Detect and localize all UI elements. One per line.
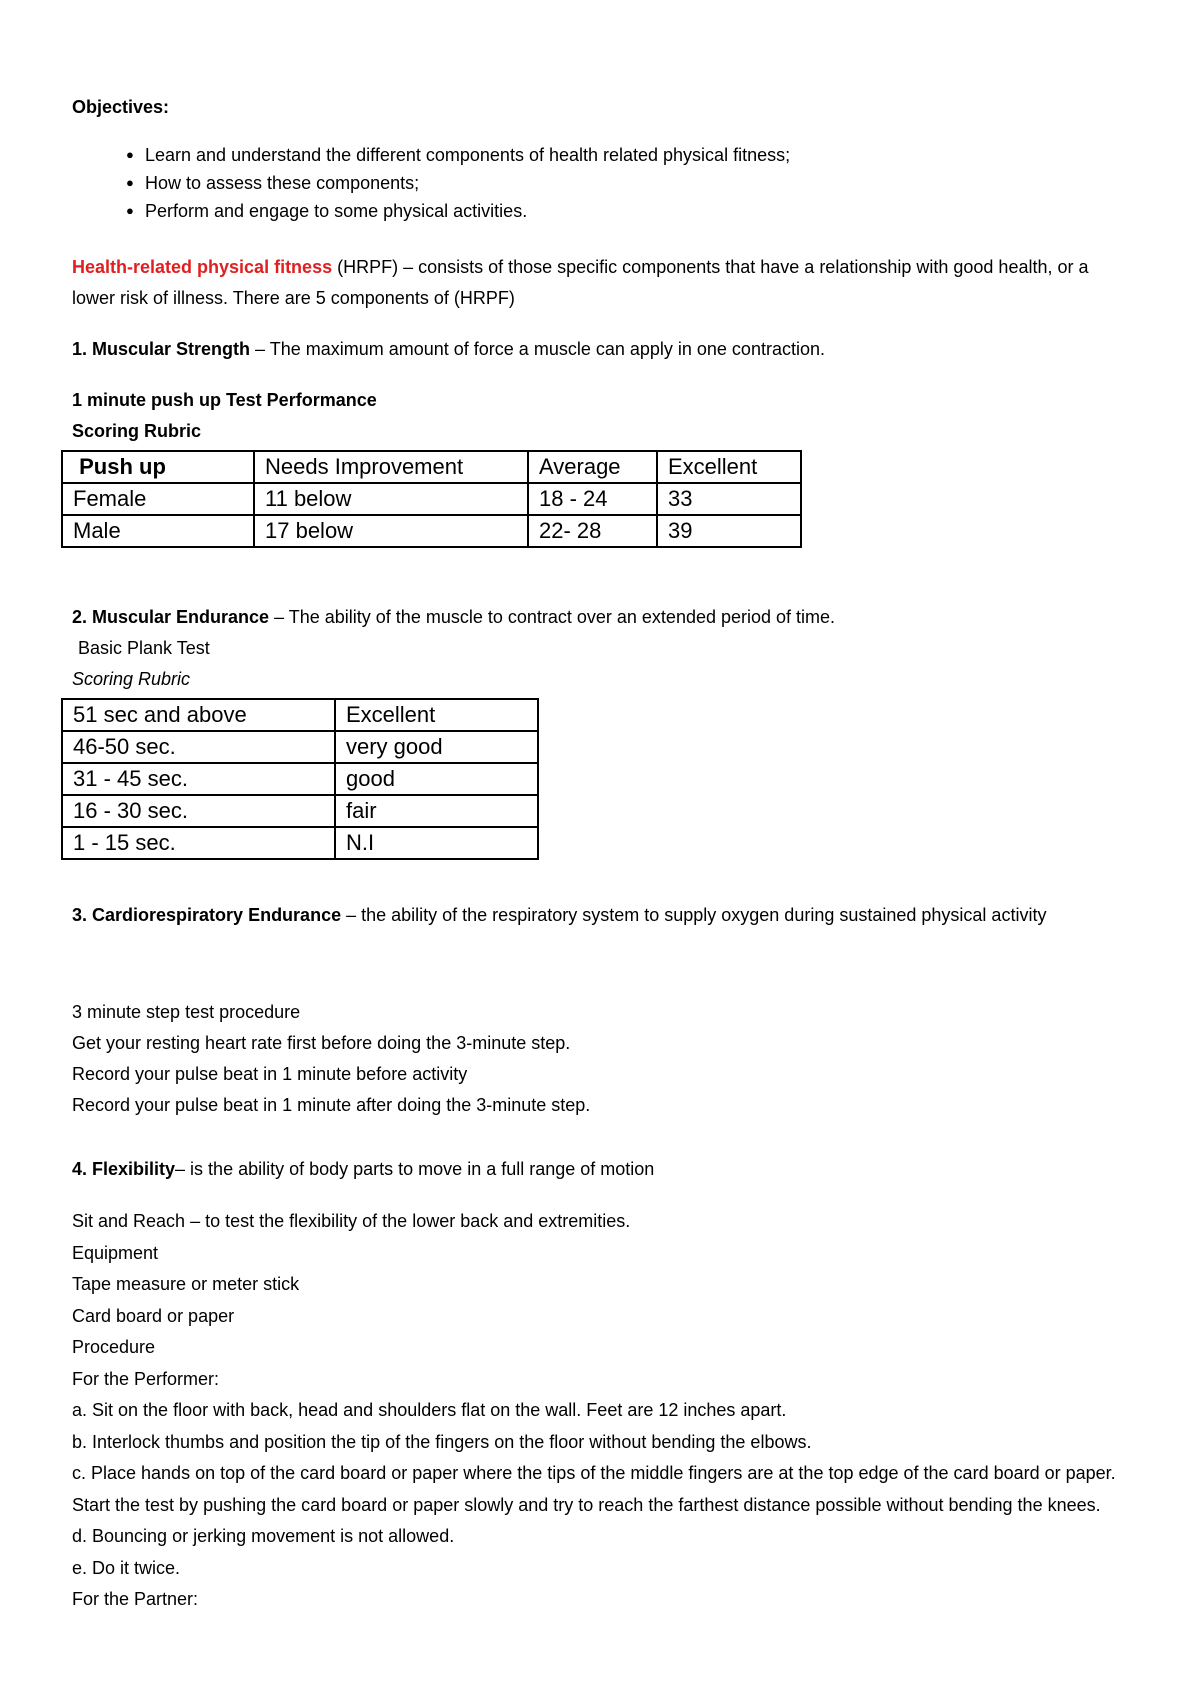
flex-line: Procedure — [72, 1337, 156, 1357]
table-cell: 17 below — [254, 515, 528, 547]
flex-line: c. Place hands on top of the card board or paper where the tips of the middle fingers are at the top edge of the card board or paper. Start the test by pushing the card board or paper slowly and try to reach the farthest distance possible without bending the knees. — [72, 1463, 1116, 1515]
cardio-definition: 3. Cardiorespiratory Endurance – the ability of the respiratory system to supply oxygen during sustained physical activity — [72, 905, 1047, 925]
table-cell: 18 - 24 — [528, 483, 657, 515]
table-cell: 31 - 45 sec. — [62, 763, 335, 795]
procedure-line: Get your resting heart rate first before doing the 3-minute step. — [72, 1033, 571, 1053]
flexibility-definition: 4. Flexibility– is the ability of body parts to move in a full range of motion — [72, 1159, 655, 1179]
bullet-icon: ● — [126, 147, 134, 162]
step-test-procedure — [72, 997, 590, 1121]
table-header-row — [62, 451, 801, 483]
table-header-cell: Average — [528, 451, 657, 483]
objective-item: ● Perform and engage to some physical activities. — [72, 197, 790, 225]
table-cell: 33 — [657, 483, 801, 515]
plank-test-title: Basic Plank Test — [78, 638, 210, 658]
objective-item: ● How to assess these components; — [72, 169, 790, 197]
table-row — [62, 483, 801, 515]
table-row — [62, 731, 538, 763]
flex-line: Tape measure or meter stick — [72, 1274, 300, 1294]
table-cell: Female — [62, 483, 254, 515]
pushup-rubric-table — [61, 450, 802, 548]
plank-rubric-table — [61, 698, 539, 860]
table-row — [62, 699, 538, 731]
table-row — [62, 795, 538, 827]
table-cell: 11 below — [254, 483, 528, 515]
flex-line: Sit and Reach – to test the flexibility of the lower back and extremities. — [72, 1211, 631, 1231]
table-cell: good — [335, 763, 538, 795]
table-row — [62, 763, 538, 795]
flex-line: For the Performer: — [72, 1368, 220, 1389]
table-cell: 46-50 sec. — [62, 731, 335, 763]
flex-line: For the Partner: — [72, 1589, 199, 1609]
table-header-cell: Push up — [62, 451, 254, 483]
table-cell: 51 sec and above — [62, 699, 335, 731]
sit-and-reach-section — [72, 1206, 1132, 1616]
procedure-line: Record your pulse beat in 1 minute after doing the 3-minute step. — [72, 1095, 591, 1115]
flex-line: a. Sit on the floor with back, head and shoulders flat on the wall. Feet are 12 inches apart. — [72, 1400, 787, 1420]
bullet-icon: ● — [126, 175, 134, 190]
pushup-test-title: 1 minute push up Test Performance — [72, 390, 377, 410]
table-cell: 39 — [657, 515, 801, 547]
table-cell: Male — [62, 515, 254, 547]
table-cell: 22- 28 — [528, 515, 657, 547]
objective-item: ● Learn and understand the different components of health related physical fitness; — [72, 141, 790, 169]
hrpf-paragraph: Health-related physical fitness (HRPF) – consists of those specific components that have a relationship with good health, or a lower risk of illness. There are 5 components of (HRPF) — [72, 257, 1089, 308]
flex-line: e. Do it twice. — [72, 1557, 181, 1578]
table-header-cell: Excellent — [657, 451, 801, 483]
muscular-endurance-definition: 2. Muscular Endurance – The ability of the muscle to contract over an extended period of time. — [72, 607, 836, 627]
flex-line: Card board or paper — [72, 1305, 235, 1326]
bullet-icon: ● — [126, 203, 134, 218]
objectives-list — [72, 141, 790, 225]
flex-line: b. Interlock thumbs and position the tip of the fingers on the floor without bending the elbows. — [72, 1431, 812, 1452]
plank-rubric-label: Scoring Rubric — [72, 669, 191, 689]
procedure-line: Record your pulse beat in 1 minute before activity — [72, 1064, 468, 1084]
table-cell: Excellent — [335, 699, 538, 731]
table-row — [62, 827, 538, 859]
table-header-cell: Needs Improvement — [254, 451, 528, 483]
table-cell: N.I — [335, 827, 538, 859]
table-cell: 16 - 30 sec. — [62, 795, 335, 827]
objectives-heading: Objectives: — [72, 97, 170, 117]
muscular-strength-definition: 1. Muscular Strength – The maximum amount of force a muscle can apply in one contraction. — [72, 339, 825, 359]
table-cell: 1 - 15 sec. — [62, 827, 335, 859]
table-cell: very good — [335, 731, 538, 763]
flex-line: d. Bouncing or jerking movement is not allowed. — [72, 1526, 455, 1546]
hrpf-term: Health-related physical fitness — [72, 257, 333, 277]
pushup-rubric-label: Scoring Rubric — [72, 421, 202, 441]
flex-line: Equipment — [72, 1242, 159, 1263]
table-row — [62, 515, 801, 547]
procedure-line: 3 minute step test procedure — [72, 1002, 301, 1022]
table-cell: fair — [335, 795, 538, 827]
